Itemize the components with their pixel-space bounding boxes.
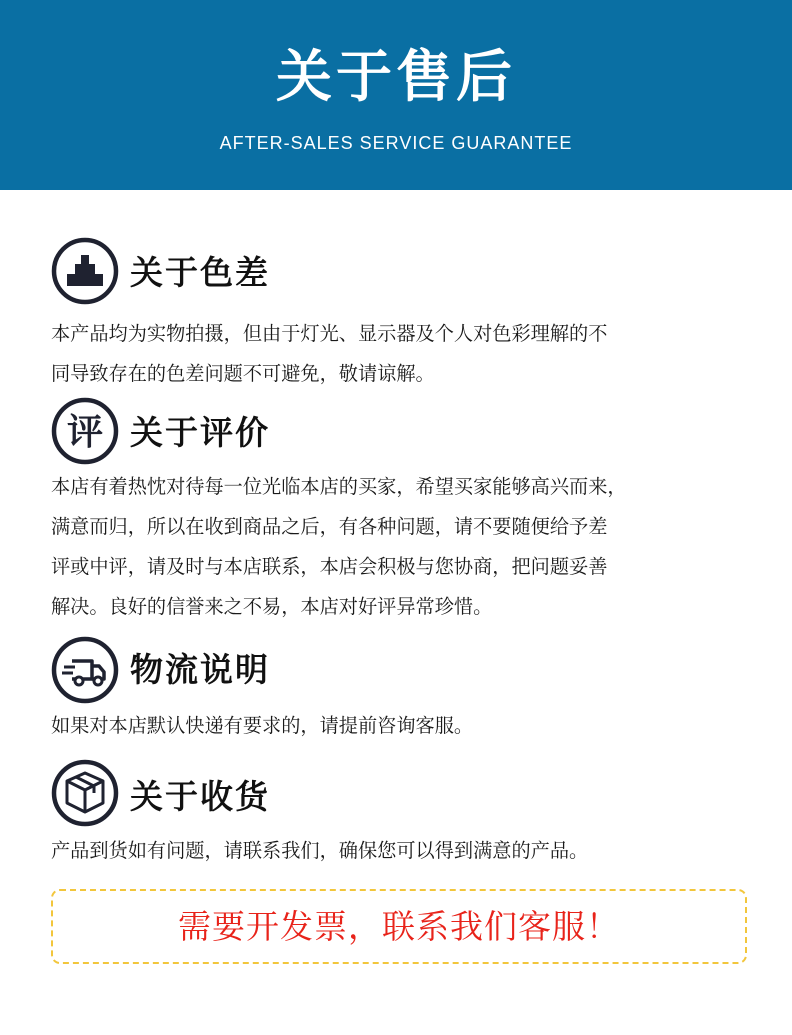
delivery-truck-icon: [51, 636, 119, 704]
invoice-notice-box: [51, 889, 747, 964]
page-subtitle: AFTER-SALES SERVICE GUARANTEE: [219, 133, 573, 153]
body-line: 本店有着热忱对待每一位光临本店的买家，希望买家能够高兴而来，: [51, 475, 627, 498]
page-title: 关于售后: [276, 45, 516, 110]
body-line: 解决。良好的信誉来之不易，本店对好评异常珍惜。: [51, 595, 493, 618]
building-silhouette-icon: [51, 237, 119, 305]
section-body-color-difference: [51, 314, 766, 394]
invoice-notice-text: 需要开发票，联系我们客服！: [178, 907, 620, 946]
section-title-reviews: 关于评价: [130, 413, 270, 452]
body-line: 同导致存在的色差问题不可避免，敬请谅解。: [51, 362, 435, 385]
section-body-receiving: [51, 831, 766, 871]
body-line: 评或中评，请及时与本店联系，本店会积极与您协商，把问题妥善: [51, 555, 608, 578]
body-line: 满意而归，所以在收到商品之后，有各种问题，请不要随便给予差: [51, 515, 608, 538]
body-line: 本产品均为实物拍摄，但由于灯光、显示器及个人对色彩理解的不: [51, 322, 608, 345]
header-banner: [0, 0, 792, 190]
section-body-reviews: [51, 467, 766, 627]
body-line: 产品到货如有问题，请联系我们，确保您可以得到满意的产品。: [51, 839, 589, 862]
section-title-logistics: 物流说明: [130, 650, 270, 689]
section-title-receiving: 关于收货: [130, 777, 270, 816]
icon-character: 评: [66, 412, 104, 453]
ping-character-icon: [51, 397, 119, 465]
section-body-logistics: [51, 706, 766, 746]
section-title-color-difference: 关于色差: [130, 253, 270, 292]
body-line: 如果对本店默认快递有要求的，请提前咨询客服。: [51, 714, 474, 737]
package-box-icon: [51, 759, 119, 827]
